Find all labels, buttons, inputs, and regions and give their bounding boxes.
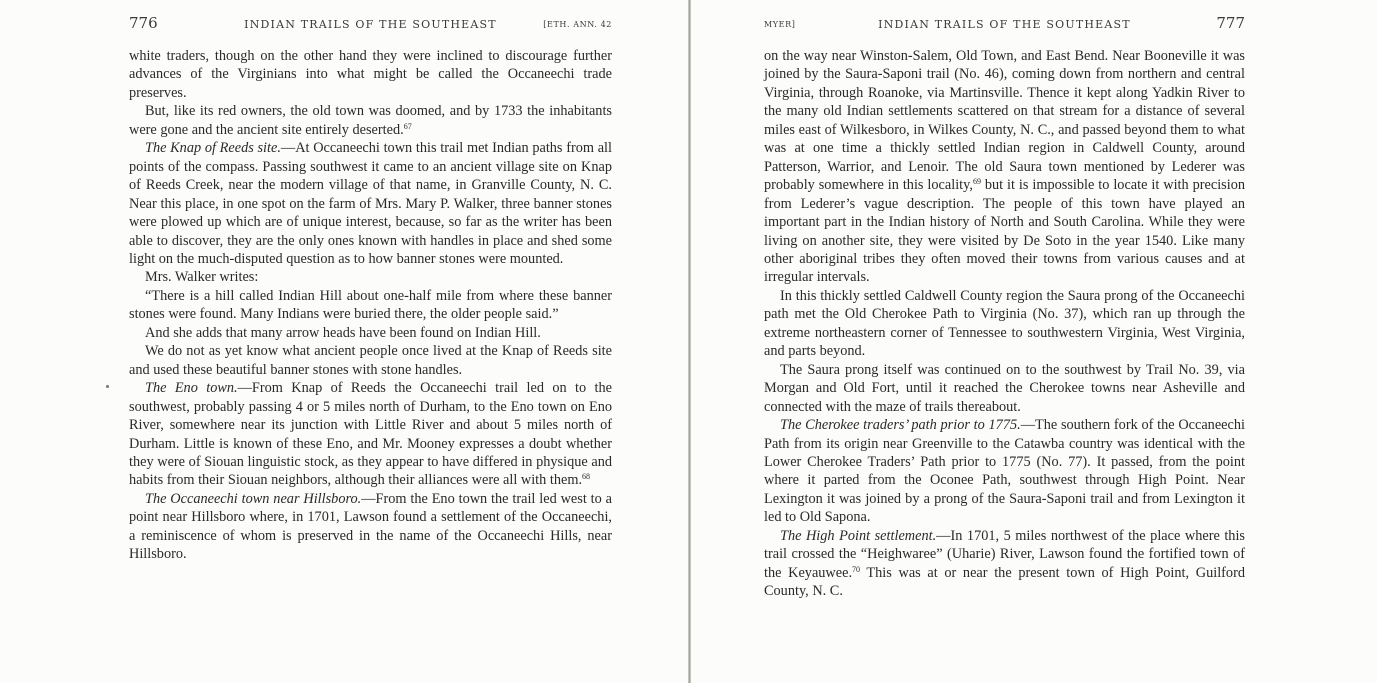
left-side-note: [ETH. ANN. 42 bbox=[543, 20, 612, 29]
paragraph: The Occaneechi town near Hillsboro.—From the Eno town the trail led west to a point near Hillsboro where, in 1701, Lawson found a settlement of the Occaneechi, a reminiscence of whom is preserved in the name of the Occaneechi Hills, near Hillsboro. bbox=[129, 490, 612, 563]
footnote-ref: 69 bbox=[972, 177, 981, 187]
footnote-ref: 68 bbox=[582, 472, 591, 482]
paragraph: Mrs. Walker writes: bbox=[145, 269, 259, 286]
paragraph: In this thickly settled Caldwell County region the Saura prong of the Occaneechi path met the Old Cherokee Path to Virginia (No. 37), which ran up through the extreme northeastern corner of Tennessee to southwestern Virginia, West Virginia, and parts beyond. bbox=[764, 287, 1245, 360]
paragraph: white traders, though on the other hand they were inclined to discourage further advances of the Virginians into what might be called the Occaneechi trade preserves. bbox=[129, 48, 612, 101]
paragraph: on the way near Winston-Salem, Old Town, and East Bend. Near Booneville it was joined by the Saura-Saponi trail (No. 46), coming down from northern and central Virginia, through Roanoke, via Martinsville. Thence it kept along Yadkin River to the many old Indian settlements scattered on that stream for a distance of several miles east of Wilkesboro, in Wilkes County, N. C., and passed beyond them to what was at one time a thickly settled Indian region in Caldwell County, around Patterson, Warrior, and Lenoir. The old Saura town mentioned by Lederer was probably somewhere in this locality,$^{69}$ but it is impossible to locate it with precision from Lederer’s vague description. The people of this town have played an important part in the Indian history of North and South Carolina. While they were living on another site, they were visited by De Soto in the year 1540. Like many other aboriginal tribes they often moved their towns from various causes and at irregular intervals. bbox=[764, 48, 1245, 286]
left-page-body bbox=[129, 47, 612, 564]
right-running-title: INDIAN TRAILS OF THE SOUTHEAST bbox=[878, 18, 1131, 31]
right-page-number: 777 bbox=[1216, 14, 1245, 32]
section-heading: The Eno town. bbox=[145, 380, 238, 397]
paragraph: The Knap of Reeds site.—At Occaneechi town this trail met Indian paths from all points of the compass. Passing southwest it came to an ancient village site on Knap of Reeds Creek, near the modern village of that name, in Granville County, N. C. Near this place, in one spot on the farm of Mrs. Mary P. Walker, three banner stones were plowed up which are of unique interest, because, so far as the writer has been able to discover, they are the only ones known with handles in place and shed some light on the much-disputed question as to how banner stones were mounted. bbox=[129, 140, 612, 267]
paragraph: We do not as yet know what ancient people once lived at the Knap of Reeds site and used these beautiful banner stones with stone handles. bbox=[129, 343, 612, 378]
section-heading: The Knap of Reeds site. bbox=[145, 140, 281, 157]
footnote-ref: 70 bbox=[852, 564, 861, 574]
footnote-ref: 67 bbox=[403, 121, 412, 131]
section-heading: The Cherokee traders’ path prior to 1775. bbox=[780, 417, 1021, 434]
left-page bbox=[0, 0, 688, 683]
left-running-title: INDIAN TRAILS OF THE SOUTHEAST bbox=[244, 18, 497, 31]
paragraph: “There is a hill called Indian Hill about one-half mile from where these banner stones were found. Many Indians were buried there, the older people said.” bbox=[129, 287, 612, 323]
right-page-body bbox=[764, 47, 1245, 601]
section-heading: The High Point settlement. bbox=[780, 527, 937, 544]
left-page-number: 776 bbox=[129, 14, 158, 32]
right-page bbox=[691, 0, 1377, 683]
margin-mark bbox=[106, 385, 109, 388]
paragraph: The High Point settlement.—In 1701, 5 miles northwest of the place where this trail crossed the “Heighwaree” (Uharie) River, Lawson found the fortified town of the Keyauwee.$^{70}$ This was at or near the present town of High Point, Guilford County, N. C. bbox=[764, 527, 1245, 600]
right-side-note: MYER] bbox=[764, 20, 796, 29]
paragraph: And she adds that many arrow heads have been found on Indian Hill. bbox=[145, 324, 541, 341]
paragraph: The Cherokee traders’ path prior to 1775.—The southern fork of the Occaneechi Path from its origin near Greenville to the Catawba country was identical with the Lower Cherokee Traders’ Path prior to 1775 (No. 77). It passed, from the point where it parted from the Oconee Path, southwest through High Point. Near Lexington it was joined by a prong of the Saura-Saponi trail and from Lexington it led to Old Sapona. bbox=[764, 417, 1245, 526]
paragraph: The Eno town.—From Knap of Reeds the Occaneechi trail led on to the southwest, probably passing 4 or 5 miles north of Durham, to the Eno town on Eno River, somewhere near its junction with Little River and about 5 miles north of Durham. Little is known of these Eno, and Mr. Mooney expresses a doubt whether they were of Siouan linguistic stock, as they appear to have differed in physique and habits from their Siouan neighbors, although their alliances were all with them.$^{68}$ bbox=[129, 380, 613, 489]
paragraph: The Saura prong itself was continued on to the southwest by Trail No. 39, via Morgan and Old Fort, until it reached the Cherokee towns near Asheville and connected with the maze of trails thereabout. bbox=[764, 361, 1245, 415]
right-page-header bbox=[764, 14, 1245, 37]
paragraph: But, like its red owners, the old town was doomed, and by 1733 the inhabitants were gone and the ancient site entirely deserted.$^{67}$ bbox=[129, 103, 612, 138]
left-page-header bbox=[129, 14, 612, 37]
section-heading: The Occaneechi town near Hillsboro. bbox=[145, 490, 362, 507]
